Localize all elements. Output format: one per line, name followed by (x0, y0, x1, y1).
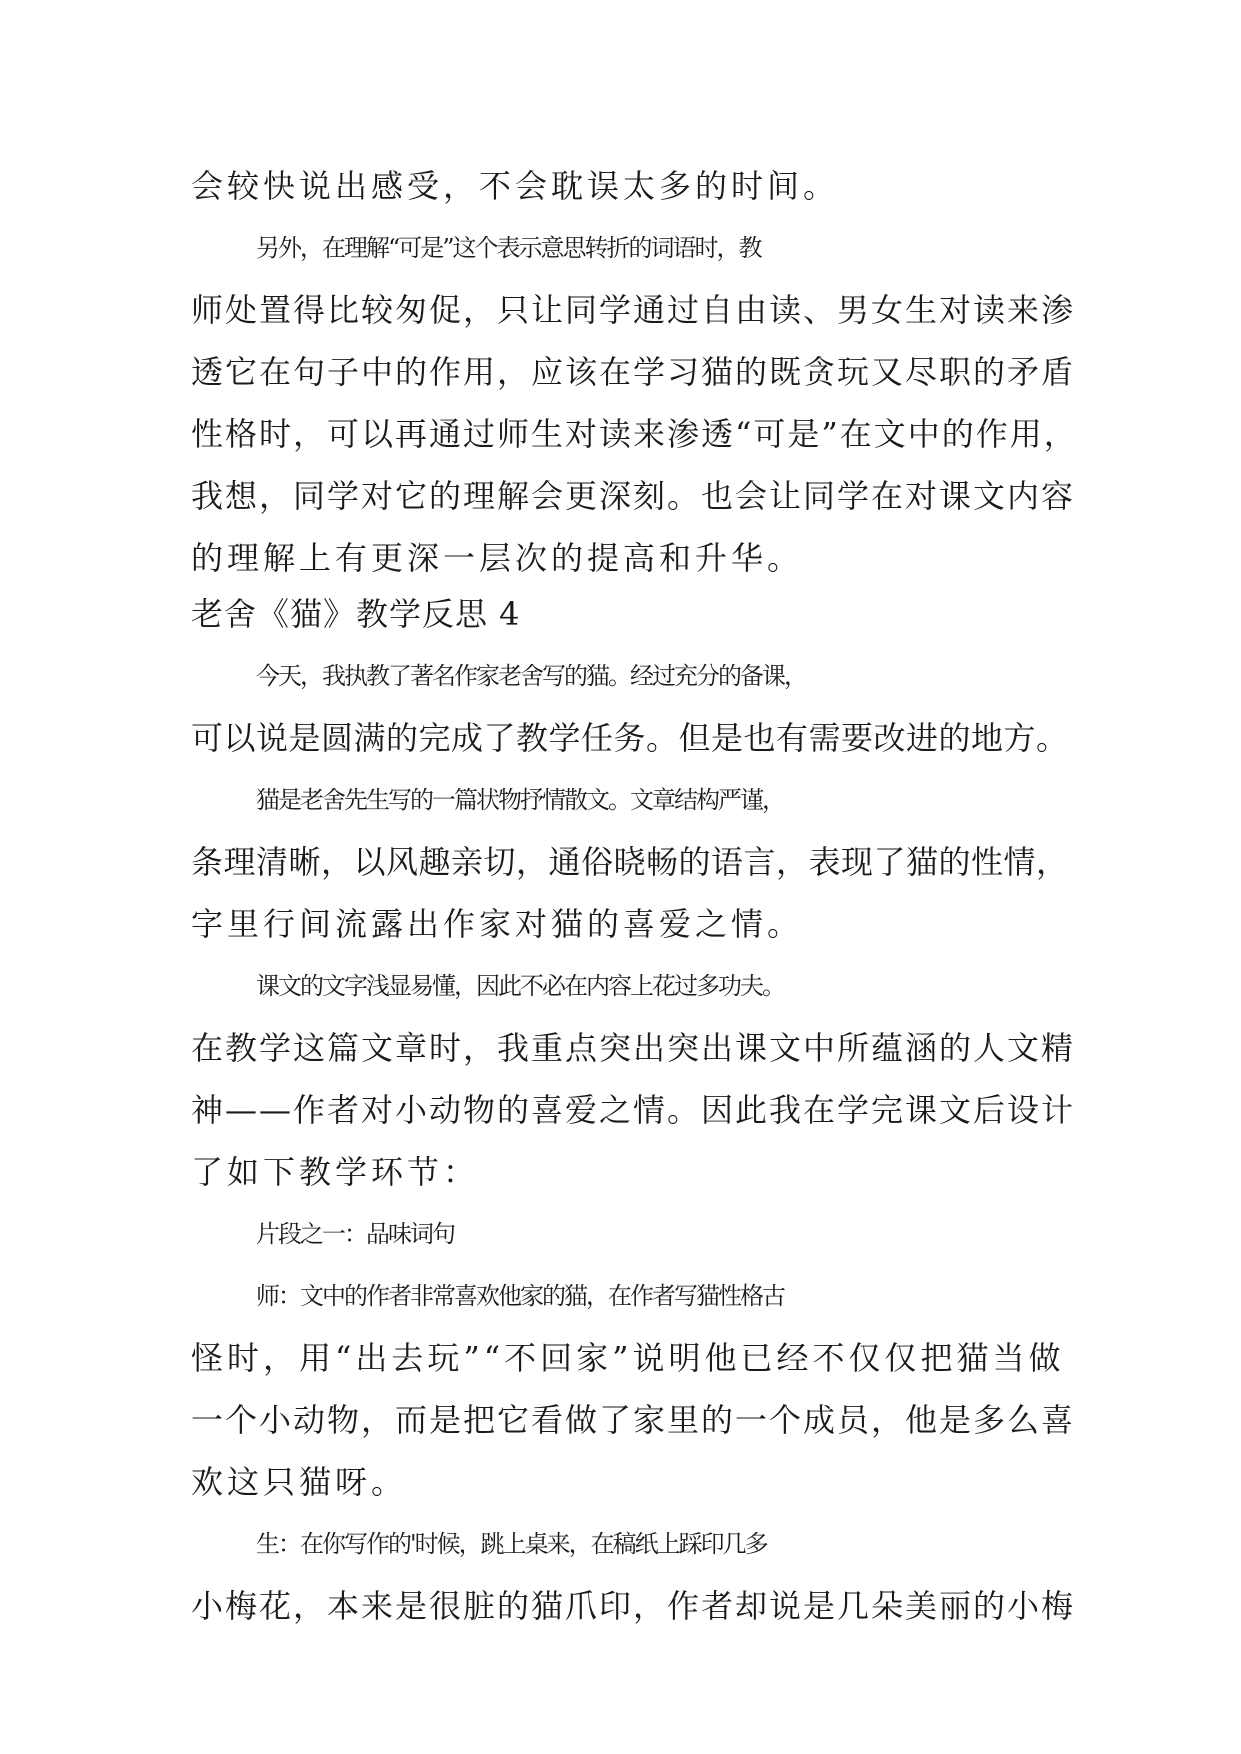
paragraph-first-line: 猫是老舍先生写的一篇状物抒情散文。文章结构严谨， (256, 786, 784, 814)
text-line: 的理解上有更深一层次的提高和升华。 (191, 539, 804, 577)
text-line: 一个小动物，而是把它看做了家里的一个成员，他是多么喜 (191, 1401, 1076, 1439)
text-line: 性格时，可以再通过师生对读来渗透“可是”在文中的作用， (191, 415, 1078, 453)
text-line: 可以说是圆满的完成了教学任务。但是也有需要改进的地方。 (191, 719, 1069, 757)
paragraph-first-line: 生：在你写作的'时候，跳上桌来，在稿纸上踩印几多 (256, 1530, 767, 1558)
text-line: 师处置得比较匆促，只让同学通过自由读、男女生对读来渗 (191, 291, 1076, 329)
section-heading: 老舍《猫》教学反思 4 (191, 595, 521, 633)
paragraph-first-line: 师：文中的作者非常喜欢他家的猫，在作者写猫性格古 (256, 1282, 784, 1310)
text-line: 神——作者对小动物的喜爱之情。因此我在学完课文后设计 (191, 1091, 1076, 1129)
text-line: 透它在句子中的作用，应该在学习猫的既贪玩又尽职的矛盾 (191, 353, 1076, 391)
paragraph-first-line: 今天，我执教了著名作家老舍写的猫。经过充分的备课， (256, 662, 806, 690)
text-line: 我想，同学对它的理解会更深刻。也会让同学在对课文内容 (191, 477, 1076, 515)
text-line: 小梅花，本来是很脏的猫爪印，作者却说是几朵美丽的小梅 (191, 1587, 1076, 1625)
text-line: 了如下教学环节： (191, 1153, 480, 1191)
text-line: 在教学这篇文章时，我重点突出突出课文中所蕴涵的人文精 (191, 1029, 1076, 1067)
text-line: 字里行间流露出作家对猫的喜爱之情。 (191, 905, 804, 943)
text-line: 怪时，用“出去玩”“不回家”说明他已经不仅仅把猫当做 (191, 1339, 1065, 1377)
paragraph-first-line: 片段之一：品味词句 (256, 1220, 454, 1248)
text-line: 会较快说出感受，不会耽误太多的时间。 (191, 167, 840, 205)
paragraph-first-line: 另外，在理解“可是”这个表示意思转折的词语时，教 (256, 234, 761, 262)
paragraph-first-line: 课文的文字浅显易懂，因此不必在内容上花过多功夫。 (256, 972, 784, 1000)
text-line: 条理清晰，以风趣亲切，通俗晓畅的语言，表现了猫的性情， (191, 843, 1069, 881)
text-line: 欢这只猫呀。 (191, 1463, 408, 1501)
